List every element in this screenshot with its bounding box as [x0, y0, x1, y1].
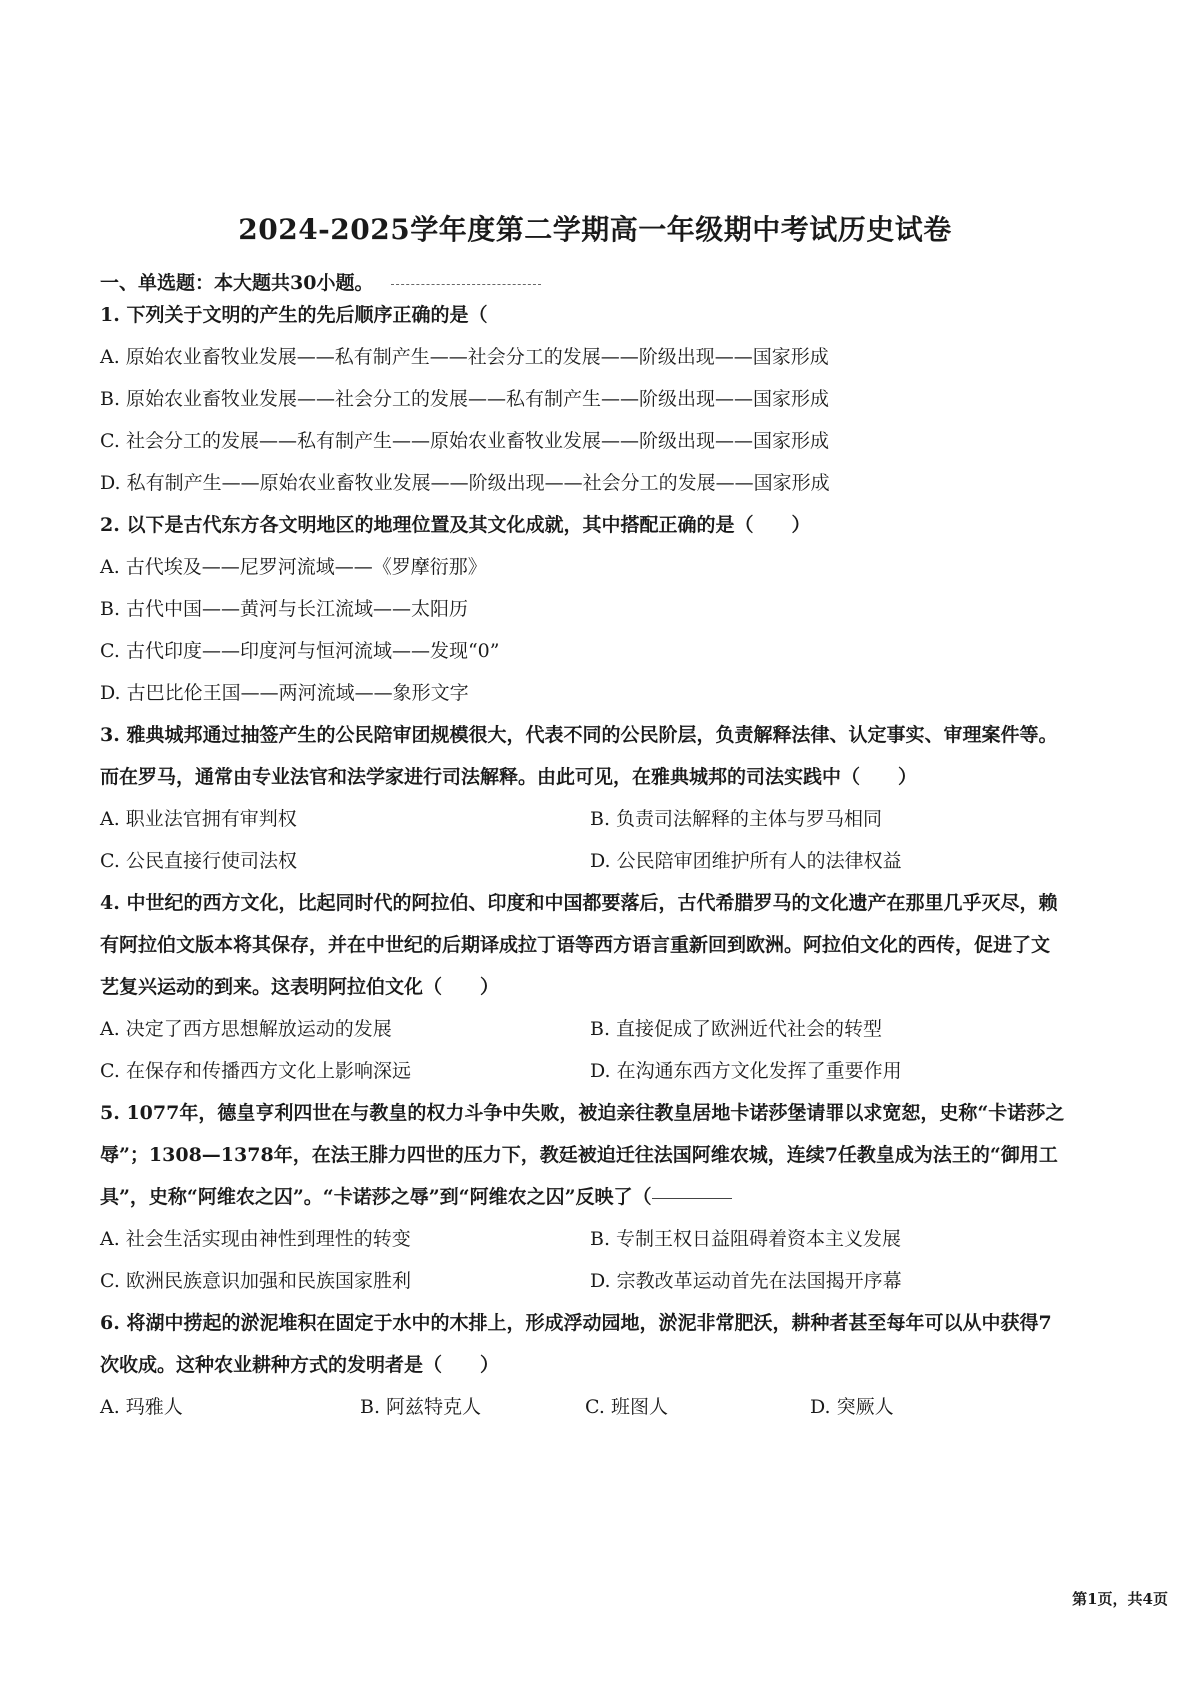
question-6-stem-line-2: 次收成。这种农业耕种方式的发明者是（ ）	[100, 1354, 500, 1376]
question-5-stem-line-3	[100, 1182, 732, 1209]
question-6-option-c: C. 班图人	[585, 1396, 668, 1418]
question-6-option-d: D. 突厥人	[810, 1396, 894, 1418]
section-heading	[100, 268, 541, 295]
question-4-option-d: D. 在沟通东西方文化发挥了重要作用	[590, 1060, 902, 1082]
question-3-option-b: B. 负责司法解释的主体与罗马相同	[590, 808, 883, 830]
question-4-stem-line-2: 有阿拉伯文版本将其保存，并在中世纪的后期译成拉丁语等西方语言重新回到欧洲。阿拉伯文化的西传，促进了文	[100, 934, 1051, 956]
question-6-option-b: B. 阿兹特克人	[360, 1396, 482, 1418]
question-5-option-d: D. 宗教改革运动首先在法国揭开序幕	[590, 1270, 902, 1292]
question-3-option-c: C. 公民直接行使司法权	[100, 850, 297, 872]
question-1-option-a: A. 原始农业畜牧业发展——私有制产生——社会分工的发展——阶级出现——国家形成	[100, 346, 829, 368]
page-title: 2024-2025学年度第二学期高一年级期中考试历史试卷	[238, 213, 952, 246]
question-4-stem-line-1: 4. 中世纪的西方文化，比起同时代的阿拉伯、印度和中国都要落后，古代希腊罗马的文化遗产在那里几乎灭尽，赖	[100, 892, 1058, 914]
question-5-stem-line-1: 5. 1077年，德皇亨利四世在与教皇的权力斗争中失败，被迫亲往教皇居地卡诺莎堡请罪以求宽恕，史称“卡诺莎之	[100, 1102, 1065, 1124]
question-1-option-b: B. 原始农业畜牧业发展——社会分工的发展——私有制产生——阶级出现——国家形成	[100, 388, 830, 410]
question-6-option-a: A. 玛雅人	[100, 1396, 183, 1418]
question-1-option-d: D. 私有制产生——原始农业畜牧业发展——阶级出现——社会分工的发展——国家形成	[100, 472, 830, 494]
question-2-option-c: C. 古代印度——印度河与恒河流域——发现“0”	[100, 640, 500, 662]
question-5-option-c: C. 欧洲民族意识加强和民族国家胜利	[100, 1270, 411, 1292]
page-number: 第1页，共4页	[1072, 1590, 1168, 1608]
section-heading-text: 一、单选题：本大题共30小题。	[100, 272, 374, 294]
question-5-stem-line-2: 辱”；1308—1378年，在法王腓力四世的压力下，教廷被迫迁往法国阿维农城，连续7任教皇成为法王的“御用工	[100, 1144, 1058, 1166]
question-5-option-a: A. 社会生活实现由神性到理性的转变	[100, 1228, 411, 1250]
question-5-option-b: B. 专制王权日益阻碍着资本主义发展	[590, 1228, 902, 1250]
question-2-option-b: B. 古代中国——黄河与长江流域——太阳历	[100, 598, 469, 620]
question-4-option-a: A. 决定了西方思想解放运动的发展	[100, 1018, 392, 1040]
question-2-stem: 2. 以下是古代东方各文明地区的地理位置及其文化成就，其中搭配正确的是（ ）	[100, 514, 811, 536]
question-3-stem-line-2: 而在罗马，通常由专业法官和法学家进行司法解释。由此可见，在雅典城邦的司法实践中（ ）	[100, 766, 918, 788]
question-2-option-d: D. 古巴比伦王国——两河流域——象形文字	[100, 682, 469, 704]
question-3-option-d: D. 公民陪审团维护所有人的法律权益	[590, 850, 902, 872]
question-3-stem-line-1: 3. 雅典城邦通过抽签产生的公民陪审团规模很大，代表不同的公民阶层，负责解释法律、认定事实、审理案件等。	[100, 724, 1058, 746]
question-1-option-c: C. 社会分工的发展——私有制产生——原始农业畜牧业发展——阶级出现——国家形成	[100, 430, 829, 452]
question-5-stem-line-3-text: 具”，史称“阿维农之囚”。“卡诺莎之辱”到“阿维农之囚”反映了（	[100, 1186, 652, 1208]
question-1-stem: 1. 下列关于文明的产生的先后顺序正确的是（	[100, 304, 488, 326]
question-2-option-a: A. 古代埃及——尼罗河流域——《罗摩衍那》	[100, 556, 487, 578]
scan-mark	[391, 284, 541, 285]
question-6-stem-line-1: 6. 将湖中捞起的淤泥堆积在固定于水中的木排上，形成浮动园地，淤泥非常肥沃，耕种者甚至每年可以从中获得7	[100, 1312, 1052, 1334]
answer-blank	[652, 1198, 732, 1199]
question-3-option-a: A. 职业法官拥有审判权	[100, 808, 297, 830]
question-4-stem-line-3: 艺复兴运动的到来。这表明阿拉伯文化（ ）	[100, 976, 500, 998]
question-4-option-b: B. 直接促成了欧洲近代社会的转型	[590, 1018, 883, 1040]
question-4-option-c: C. 在保存和传播西方文化上影响深远	[100, 1060, 411, 1082]
